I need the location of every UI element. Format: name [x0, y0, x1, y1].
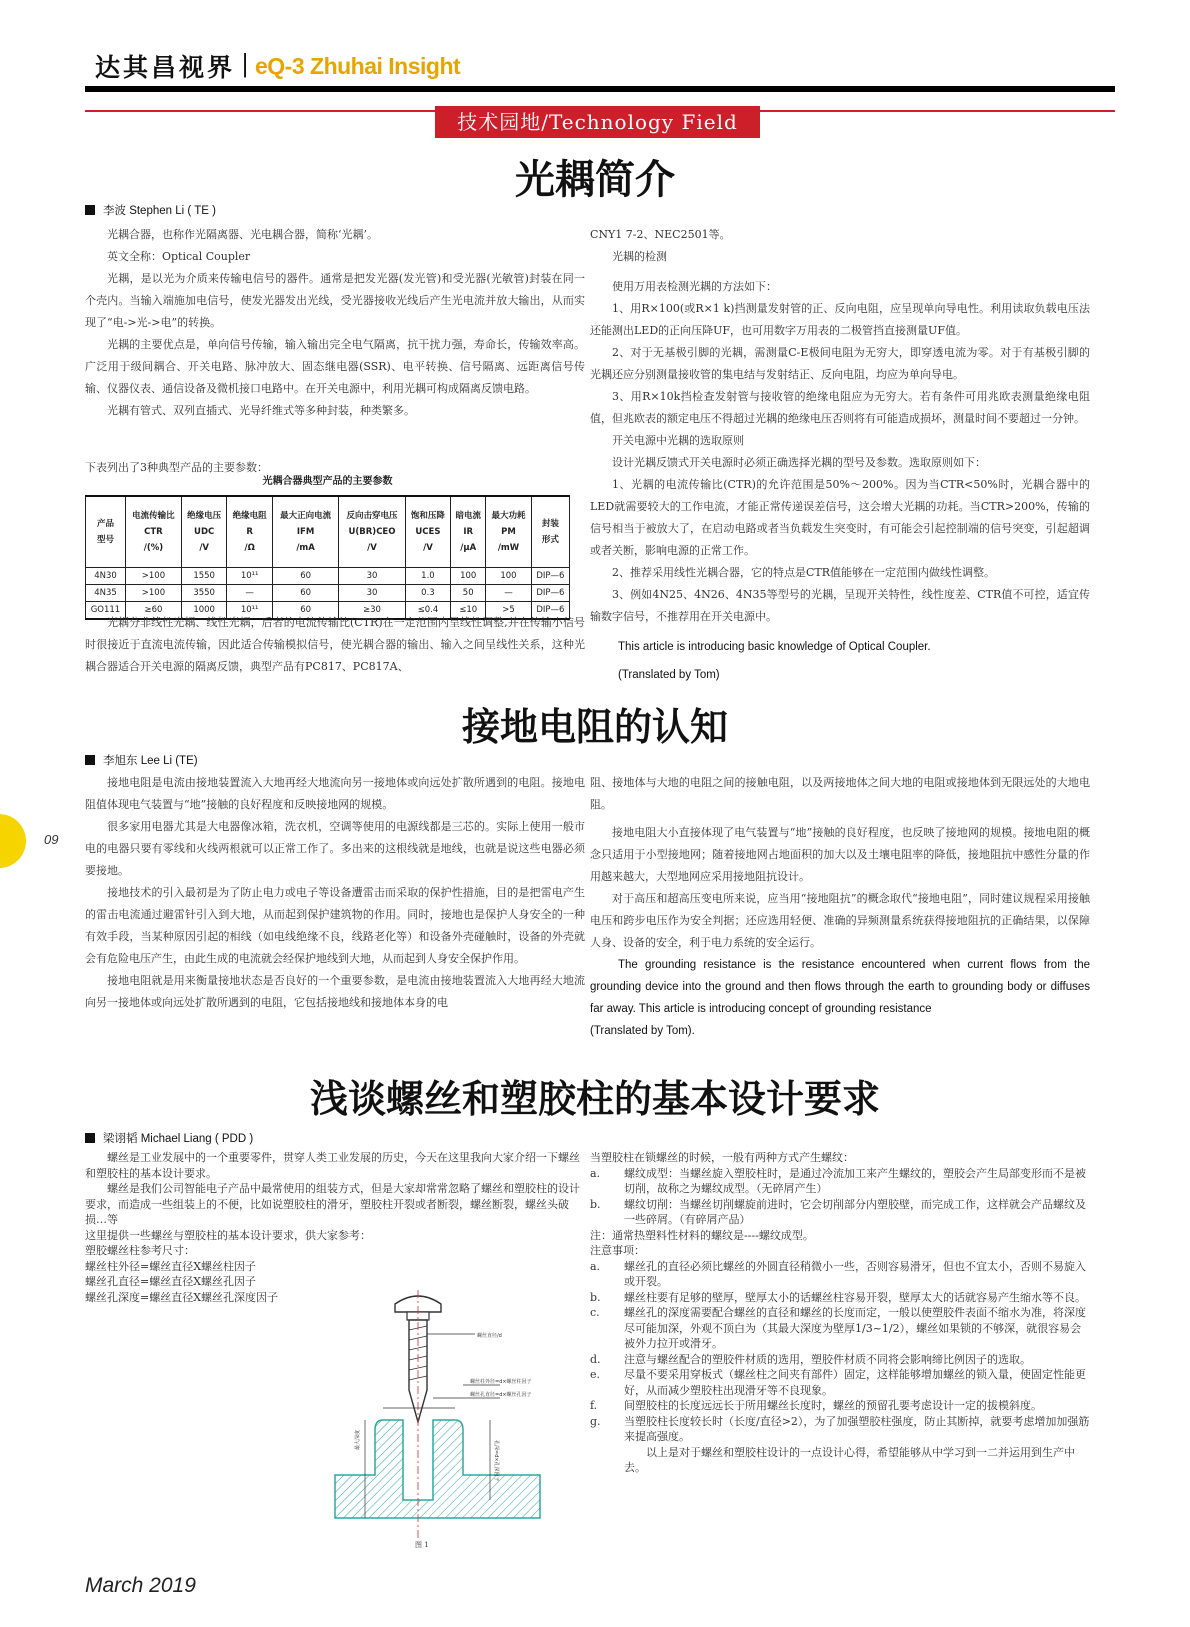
- paragraph: 接地电阻就是用来衡量接地状态是否良好的一个重要参数，是电流由接地装置流入大地再经大地流向另一接地体或向远处扩散所遇到的电阻，它包括接地线和接地体本身的电: [85, 974, 585, 1009]
- paragraph: 1、用R×100(或R×1 k)挡测量发射管的正、反向电阻，应呈现单向导电性。利用读取负载电压法还能测出LED的正向压降UF，也可用数字万用表的二极管挡直接测量UF值。: [590, 302, 1090, 337]
- table-header: 绝缘电阻 R /Ω: [227, 496, 273, 568]
- article3-title: 浅谈螺丝和塑胶柱的基本设计要求: [309, 1076, 880, 1121]
- paragraph: 对于高压和超高压变电所来说，应当用“接地阻抗”的概念取代“接地电阻”，同时建议规程采用接触电压和跨步电压作为安全判据；还应选用轻便、准确的异频测量系统获得接地阻抗的正确结果，以保障人身、设备的安全，利于电力系统的安全运行。: [590, 892, 1090, 949]
- table-cell: —: [227, 585, 273, 602]
- text-line: 当塑胶柱在锁螺丝的时候，一般有两种方式产生螺纹：: [590, 1151, 854, 1164]
- table-cell: DIP—6: [531, 585, 569, 602]
- page-tab-marker: [0, 814, 26, 868]
- article1-after-table: 光耦分非线性光耦、线性光耦，后者的电流传输比(CTR)在一定范围内呈线性调整,并在传输小信号时很接近于直流电流传输，因此适合传输模拟信号，使光耦合器的输出、输入之间呈线性关系，这种光耦合器适合开关电源的隔离反馈，典型产品有PC817、PC817A、: [85, 616, 585, 673]
- table-cell: 4N30: [86, 568, 126, 585]
- paragraph: 光耦，是以光为介质来传输电信号的器件。通常是把发光器(发光管)和受光器(光敏管)封装在同一个壳内。当输入端施加电信号，使发光器发出光线，受光器接收光线后产生光电流并放大输出，从而实现了“电->光->电”的转换。: [85, 272, 585, 329]
- translator-credit: (Translated by Tom).: [590, 1025, 695, 1037]
- table-cell: 100: [486, 568, 532, 585]
- table-cell: >100: [125, 585, 181, 602]
- table-cell: GO111: [86, 602, 126, 620]
- table-cell: 1.0: [405, 568, 451, 585]
- text-line: 塑胶螺丝柱参考尺寸：: [85, 1244, 195, 1257]
- table-header: 封装 形式: [531, 496, 569, 568]
- subheading: 光耦的检测: [612, 250, 667, 263]
- table-cell: 10¹¹: [227, 568, 273, 585]
- list-item: e. 尽量不要采用穿板式（螺丝柱之间夹有部件）固定，这样能够增加螺丝的锁入量，使固定性能更好，从而减少塑胶柱出现滑牙等不良现象。: [590, 1368, 1086, 1397]
- plastic-boss: [335, 1420, 540, 1518]
- table-cell: 1550: [181, 568, 227, 585]
- article1-right-column: [590, 224, 1090, 686]
- label-hole-depth: 孔深=d×孔深因子: [493, 1440, 499, 1482]
- author-marker: [85, 1133, 95, 1143]
- table-header: 电流传输比 CTR /(%): [125, 496, 181, 568]
- list-item: b. 螺纹切削：当螺丝切削螺旋前进时，它会切削部分内塑胶壁，而完成工作，这样就会产品螺纹及一些碎屑。（有碎屑产品）: [590, 1197, 1086, 1226]
- article2-title: 接地电阻的认知: [461, 704, 728, 749]
- article1-left-column: [85, 224, 585, 422]
- article3-left-column: [85, 1150, 585, 1305]
- paragraph: 光耦的主要优点是，单向信号传输，输入输出完全电气隔离，抗干扰力强，寿命长，传输效率高。广泛用于级间耦合、开关电路、脉冲放大、固态继电器(SSR)、电平转换、信号隔离、远距离信号传输、仪器仪表、通信设备及微机接口电路中。在开关电源中，利用光耦可构成隔离反馈电路。: [85, 338, 585, 395]
- table-cell: DIP—6: [531, 568, 569, 585]
- table-header: 最大正向电流 IFM /mA: [272, 496, 338, 568]
- paragraph: 3、例如4N25、4N26、4N35等型号的光耦，呈现开关特性，线性度差、CTR值不可控，适宜传输数字信号，不推荐用在开关电源中。: [590, 588, 1090, 623]
- figure-caption: 图 1: [415, 1541, 429, 1549]
- table-cell: >5: [486, 602, 532, 620]
- table-cell: >100: [125, 568, 181, 585]
- issue-date: March 2019: [85, 1574, 196, 1597]
- table-header: 暗电流 IR /μA: [451, 496, 486, 568]
- table-header: 绝缘电压 UDC /V: [181, 496, 227, 568]
- list-item: d. 注意与螺丝配合的塑胶件材质的选用，塑胶件材质不同将会影响缔比例因子的选取。: [590, 1352, 1031, 1366]
- paragraph: 设计光耦反馈式开关电源时必须正确选择光耦的型号及参数。选取原则如下：: [612, 456, 986, 469]
- label-hole-diameter: 螺丝孔直径=d×螺丝孔因子: [470, 1392, 532, 1398]
- paragraph: 2、对于无基极引脚的光耦，需测量C-E极间电阻为无穷大，即穿透电流为零。对于有基极引脚的光耦还应分别测量接收管的集电结与发射结正、反向电阻，均应为单向导电。: [590, 346, 1090, 381]
- paragraph: 1、光耦的电流传输比(CTR)的允许范围是50%～200%。因为当CTR<50%时，光耦合器中的LED就需要较大的工作电流，才能正常传递误差信号，这会增大光耦的功耗。当CTR>200%，传输的信号相当于被放大了，在启动电路或者当负载发生突变时，有可能会引起控制端的信号突变，引起超调或者关断，影响电源的正常工作。: [590, 478, 1090, 557]
- label-screw-diameter: 螺丝直径/d: [477, 1333, 502, 1339]
- header-separator: |: [241, 50, 250, 78]
- paragraph: 使用万用表检测光耦的方法如下：: [612, 280, 777, 293]
- paragraph: 光耦有管式、双列直插式、光导纤维式等多种封装，种类繁多。: [107, 404, 415, 417]
- table-cell: 10¹¹: [227, 602, 273, 620]
- author-marker: [85, 755, 95, 765]
- text-line: 这里提供一些螺丝与塑胶柱的基本设计要求，供大家参考：: [85, 1228, 371, 1242]
- text-line: 螺丝孔深度=螺丝直径X螺丝孔深度因子: [85, 1290, 279, 1304]
- article3-author: 梁诩韬 Michael Liang ( PDD ): [85, 1130, 253, 1146]
- table-title: 光耦合器典型产品的主要参数: [262, 476, 393, 487]
- paragraph: 阻、接地体与大地的电阻之间的接触电阻，以及两接地体之间大地的电阻或接地体到无限远处的大地电阻。: [590, 776, 1090, 811]
- table-cell: ≤0.4: [405, 602, 451, 620]
- paragraph: 3、用R×10k挡检查发射管与接收管的绝缘电阻应为无穷大。若有条件可用兆欧表测量绝缘电阻值，但兆欧表的额定电压不得超过光耦的绝缘电压否则将有可能造成损坏，测量时间不要超过一分钟。: [590, 390, 1090, 425]
- table-row: [86, 585, 570, 602]
- table-intro: 下表列出了3种典型产品的主要参数：: [85, 461, 268, 474]
- paragraph: 接地电阻是电流由接地装置流入大地再经大地流向另一接地体或向远处扩散所遇到的电阻。接地电阻值体现电气装置与“地”接触的良好程度和反映接地网的规模。: [85, 776, 585, 811]
- table-header: 最大功耗 PM /mW: [486, 496, 532, 568]
- page-number: 09: [44, 832, 59, 847]
- table-row: [86, 568, 570, 585]
- closing-paragraph: 以上是对于螺丝和塑胶柱设计的一点设计心得，希望能够从中学习到一二并运用到生产中去。: [624, 1445, 1075, 1474]
- table-cell: 1000: [181, 602, 227, 620]
- article2-right-column: [590, 772, 1090, 1042]
- table-cell: 30: [339, 568, 405, 585]
- table-cell: —: [486, 585, 532, 602]
- table-cell: 100: [451, 568, 486, 585]
- label-boss-outer: 螺丝柱外径=d×螺丝柱因子: [470, 1379, 532, 1385]
- table-cell: 0.3: [405, 585, 451, 602]
- paragraph: 接地电阻大小直接体现了电气装置与“地”接触的良好程度，也反映了接地网的规模。接地电阻的概念只适用于小型接地网；随着接地网占地面积的加大以及土壤电阻率的降低，接地阻抗中感性分量的作用越来越大，大型地网应采用接地阻抗设计。: [590, 826, 1090, 883]
- list-item: f. 间塑胶柱的长度远远长于所用螺丝长度时，螺丝的预留孔要考虑设计一定的拔模斜度。: [590, 1399, 1042, 1412]
- section-label: 技术园地/Technology Field: [435, 106, 760, 138]
- article1-title: 光耦简介: [515, 156, 675, 203]
- table-header: 反向击穿电压 U(BR)CEO /V: [339, 496, 405, 568]
- paragraph: 2、推荐采用线性光耦合器，它的特点是CTR值能够在一定范围内做线性调整。: [612, 566, 996, 579]
- list-item: a. 螺丝孔的直径必须比螺丝的外圆直径稍微小一些，否则容易滑牙，但也不宜太小，否则不易旋入或开裂。: [590, 1259, 1086, 1288]
- text-line: 注意事项：: [590, 1244, 645, 1257]
- translator-credit: (Translated by Tom): [618, 669, 720, 681]
- table-cell: 3550: [181, 585, 227, 602]
- spec-table: [85, 472, 570, 620]
- author-marker: [85, 205, 95, 215]
- list-item: b. 螺丝柱要有足够的壁厚，壁厚太小的话螺丝柱容易开裂，壁厚太大的话就容易产生缩水等不良。: [590, 1290, 1086, 1304]
- table-cell: 60: [272, 585, 338, 602]
- table-cell: ≥30: [339, 602, 405, 620]
- table-cell: ≥60: [125, 602, 181, 620]
- text-line: 螺丝是我们公司智能电子产品中最常使用的组装方式，但是大家却常常忽略了螺丝和塑胶柱的设计要求，而造成一些组装上的不便，比如说塑胶柱的滑牙，塑胶柱开裂或者断裂，螺丝断裂，螺丝头破损…等: [85, 1182, 580, 1226]
- magazine-title-chinese: 达其昌视界: [95, 53, 236, 82]
- parameter-table: [85, 495, 570, 620]
- magazine-title-english: eQ-3 Zhuhai Insight: [255, 53, 461, 79]
- english-summary: This article is introducing basic knowledge of Optical Coupler.: [618, 641, 931, 653]
- table-cell: 30: [339, 585, 405, 602]
- table-cell: 50: [451, 585, 486, 602]
- subheading: 开关电源中光耦的选取原则: [612, 434, 744, 447]
- article3-right-column: [590, 1150, 1090, 1476]
- table-cell: ≤10: [451, 602, 486, 620]
- text-line: 螺丝孔直径=螺丝直径X螺丝孔因子: [85, 1275, 257, 1288]
- english-summary: The grounding resistance is the resistance encountered when current flows from the grounding device into the ground and then flows through the earth to grounding body or diffuses far away. This article is introducing concept of grounding resistance: [590, 959, 1090, 1015]
- text-line: 注：通常热塑料性材料的螺纹是----螺纹成型。: [590, 1228, 814, 1242]
- paragraph: CNY1 7-2、NEC2501等。: [590, 228, 731, 241]
- table-cell: DIP—6: [531, 602, 569, 620]
- article1-author: 李波 Stephen Li ( TE ): [85, 202, 216, 218]
- table-header: 产品 型号: [86, 496, 126, 568]
- table-cell: 4N35: [86, 585, 126, 602]
- paragraph: 很多家用电器尤其是大电器像冰箱，洗衣机，空调等使用的电源线都是三芯的。实际上使用一般市电的电器只要有零线和火线两根就可以正常工作了。多出来的这根线就是地线，也就是说这些电器必须要接地。: [85, 820, 585, 877]
- text-line: 螺丝柱外径=螺丝直径X螺丝柱因子: [85, 1259, 257, 1273]
- table-cell: 60: [272, 568, 338, 585]
- paragraph: 光耦合器，也称作光隔离器、光电耦合器，简称‘光耦’。: [107, 228, 378, 241]
- list-item: g. 当塑胶柱长度较长时（长度/直径>2），为了加强塑胶柱强度，防止其断掉，就要考虑增加加强筋来提高强度。: [590, 1414, 1090, 1443]
- list-item: a. 螺纹成型：当螺丝旋入塑胶柱时，是通过冷流加工来产生螺纹的，塑胶会产生局部变形而不是被切削，故称之为螺纹成型。（无碎屑产生）: [590, 1166, 1086, 1195]
- label-max-depth: 最大深度: [355, 1429, 361, 1450]
- table-header: 饱和压降 UCES /V: [405, 496, 451, 568]
- paragraph: 英文全称：Optical Coupler: [107, 250, 251, 263]
- article2-left-column: [85, 772, 585, 1014]
- table-cell: 60: [272, 602, 338, 620]
- screw-boss-diagram: [325, 1290, 575, 1555]
- header-rule: [85, 86, 1115, 92]
- paragraph: 接地技术的引入最初是为了防止电力或电子等设备遭雷击而采取的保护性措施，目的是把雷电产生的雷击电流通过避雷针引入到大地，从而起到保护建筑物的作用。同时，接地也是保护人身安全的一种有效手段，当某种原因引起的相线（如电线绝缘不良，线路老化等）和设备外壳碰触时，设备的外壳就会有危险电压产生，由此生成的电流就会经保护地线到大地，从而起到人身安全保护作用。: [85, 886, 585, 965]
- list-item: c. 螺丝孔的深度需要配合螺丝的直径和螺丝的长度而定，一般以使塑胶件表面不缩水为准，将深度尽可能加深，外观不顶白为（其最大深度为壁厚1/3~1/2），螺丝如果锁的不够深，就很容易会被外力拉开或滑牙。: [590, 1306, 1086, 1350]
- article2-author: 李旭东 Lee Li (TE): [85, 752, 198, 768]
- text-line: 螺丝是工业发展中的一个重要零件，贯穿人类工业发展的历史，今天在这里我向大家介绍一下螺丝和塑胶柱的基本设计要求。: [85, 1151, 580, 1180]
